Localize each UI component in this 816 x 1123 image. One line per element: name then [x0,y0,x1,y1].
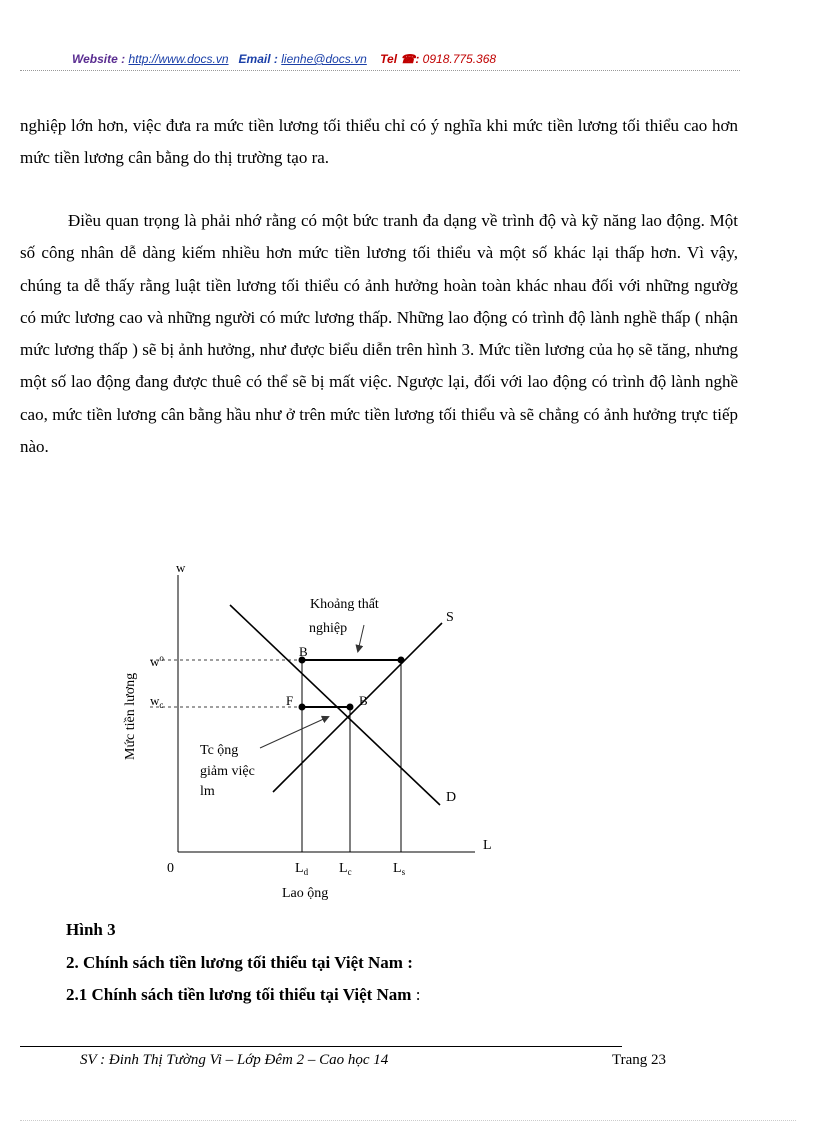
point-supply-w0 [398,657,405,664]
y-axis-title: Mức tiền lương [123,672,138,760]
section-2-1-colon: : [415,985,421,1004]
effect-arrow [260,717,328,748]
bottom-border [20,1120,796,1121]
email-label: Email [238,52,271,66]
ld-tick: $L_d$ [295,861,309,877]
header-divider [20,70,740,71]
website-link[interactable]: http://www.docs.vn [128,52,229,66]
point-equilibrium [347,704,354,711]
origin-label: 0 [167,861,174,876]
page-header [72,52,496,66]
demand-label: D [446,790,457,805]
tel-value: 0918.775.368 [422,52,497,66]
gap-arrow [358,625,364,651]
section-2-1-heading [66,985,420,1005]
effect-label-line1: Tc ộng [200,743,239,758]
effect-label-line2: giảm việc [200,764,255,779]
point-f [299,704,306,711]
point-f-label: F [286,693,294,708]
page-number: Trang 23 [612,1052,667,1068]
x-axis-label: L [483,838,492,853]
website-label: Website : [72,52,126,66]
w0-tick: $w^o$ [150,653,164,669]
tel-label: Tel ☎: [380,52,420,66]
section-2-1-title: 2.1 Chính sách tiền lương tối thiểu tại Việt Nam [66,985,412,1004]
effect-label-line3: lm [200,784,215,799]
y-axis-label: w [176,560,186,575]
footer-divider [20,1046,622,1047]
ls-tick: $L_s$ [393,861,406,877]
footer-author: SV : Đinh Thị Tường Vi – Lớp Đêm 2 – Cao học 14 [80,1052,389,1068]
minimum-wage-diagram [110,555,510,905]
paragraph-2: Điều quan trọng là phải nhớ rằng có một bức tranh đa dạng về trình độ và kỹ năng lao động. Một số công nhân dễ dàng kiếm nhiều hơn mức tiền lương tối thiểu và một số khác lại thấp hơn. Vì vậy, chúng ta dễ thấy rằng luật tiền lương tối thiểu có ảnh hưởng hoàn toàn khác nhau đối với những ngườg có mức lương cao và những người có mức lương thấp. Những lao động có trình độ lành nghề thấp ( nhận mức lương thấp ) sẽ bị ảnh hưởng, như được biểu diễn trên hình 3. Mức tiền lương của họ sẽ tăng, nhưng một số lao động đang được thuê có thể sẽ bị mất việc. Ngược lại, đối với lao động có trình độ lành nghề cao, mức tiền lương cân bằng hầu như ở trên mức tiền lương tối thiểu và sẽ chẳng có ảnh hưởng trực tiếp nào. [20,211,738,457]
gap-label-line2: nghiệp [309,621,348,636]
gap-label-line1: Khoảng thất [310,597,379,612]
figure-caption: Hình 3 [66,920,116,939]
email-separator: : [273,52,278,66]
email-link[interactable]: lienhe@docs.vn [281,52,367,66]
supply-label: S [446,610,454,625]
wc-tick: $w_c$ [150,693,164,710]
x-axis-title: Lao ộng [282,886,329,901]
point-equilibrium-label: B [359,693,368,708]
paragraph-1: nghiệp lớn hơn, việc đưa ra mức tiền lương tối thiểu chỉ có ý nghĩa khi mức tiền lương tối thiểu cao hơn mức tiền lương cân bằng do thị trường tạo ra. [20,116,738,168]
section-2-heading: 2. Chính sách tiền lương tối thiểu tại Việt Nam : [66,953,413,972]
lc-tick: $L_c$ [339,861,352,877]
point-b-upper-label: B [299,644,308,659]
